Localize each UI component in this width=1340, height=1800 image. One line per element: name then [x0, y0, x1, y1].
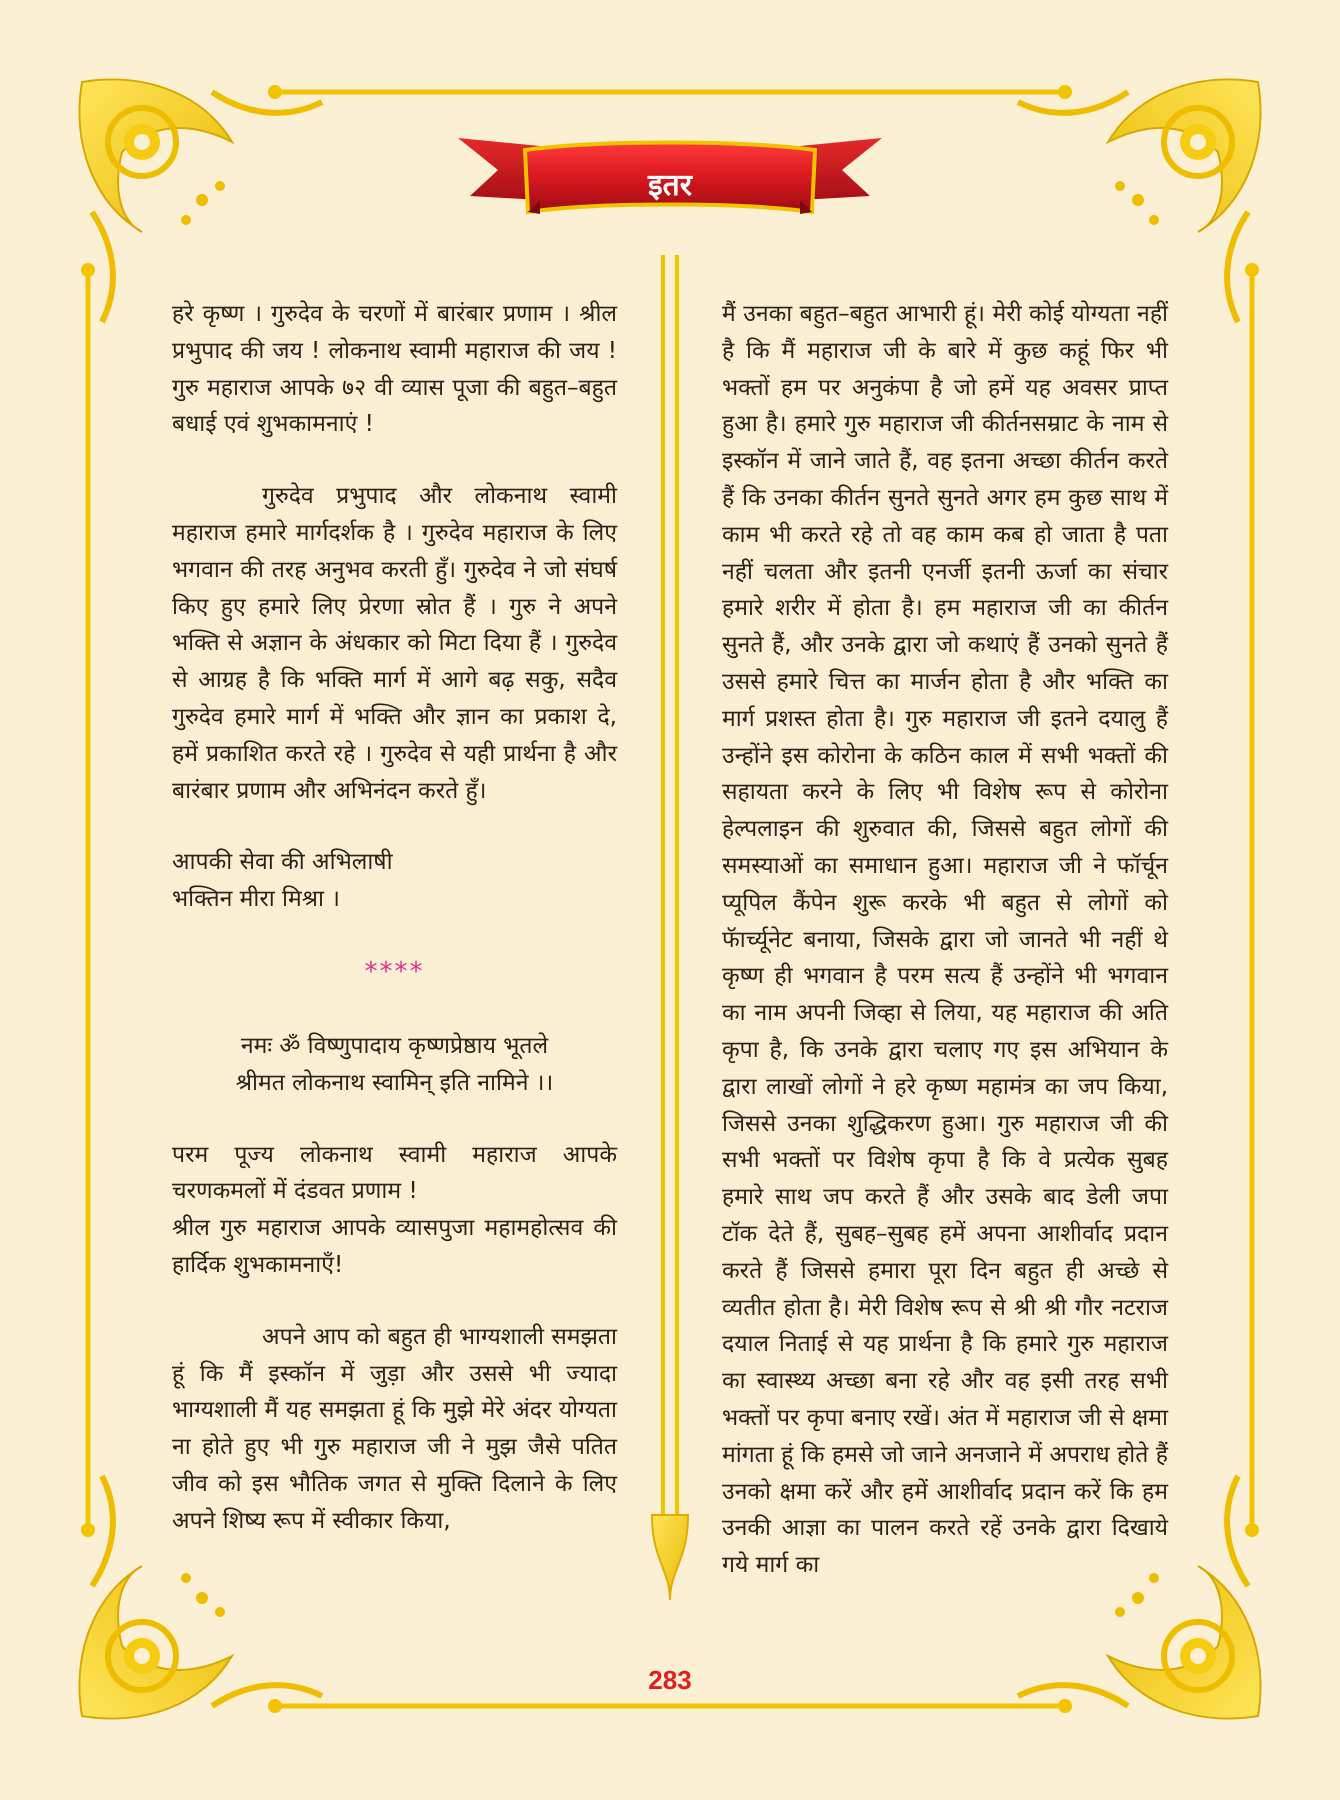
left-paragraph-3: परम पूज्य लोकनाथ स्वामी महाराज आपके चरणकमलों में दंडवत प्रणाम !: [172, 1141, 617, 1205]
left-paragraph-4: श्रील गुरु महाराज आपके व्यासपुजा महामहोत्सव की हार्दिक शुभकामनाएँ!: [172, 1215, 617, 1278]
left-paragraph-1: हरे कृष्ण । गुरुदेव के चरणों में बारंबार प्रणाम । श्रील प्रभुपाद की जय ! लोकनाथ स्वामी महाराज की जय ! गुरु महाराज आपके ७२ वी व्यास पूजा की बहुत–बहुत बधाई एवं शुभकामनाएं !: [172, 301, 617, 438]
signoff-line-2: भक्तिन मीरा मिश्रा ।: [172, 886, 341, 913]
right-paragraph-1: मैं उनका बहुत–बहुत आभारी हूं। मेरी कोई योग्यता नहीं है कि मैं महाराज जी के बारे में कुछ कहूं फिर भी भक्तों हम पर अनुकंपा है जो हमें यह अवसर प्राप्त हुआ है। हमारे गुरु महाराज जी कीर्तनसम्राट के नाम से इस्कॉन में जाने जाते हैं, वह इतना अच्छा कीर्तन करते हैं कि उनका कीर्तन सुनते सुनते अगर हम कुछ साथ में काम भी करते रहे तो वह काम कब हो जाता है पता नहीं चलता और इतनी एनर्जी इतनी ऊर्जा का संचार हमारे शरीर में होता है। हम महाराज जी का कीर्तन सुनते हैं, और उनके द्वारा जो कथाएं हैं उनको सुनते हैं उससे हमारे चित्त का मार्जन होता है और भक्ति का मार्ग प्रशस्त होता है। गुरु महाराज जी इतने दयालु हैं उन्होंने इस कोरोना के कठिन काल में सभी भक्तों की सहायता करने के लिए भी विशेष रूप से कोरोना हेल्पलाइन की शुरुवात की, जिससे बहुत लोगों की समस्याओं का समाधान हुआ। महाराज जी ने फॉर्चून प्यूपिल कैंपेन शुरू करके भी बहुत से लोगों को फॅार्च्यूनेट बनाया, जिसके द्वारा जो जानते भी नहीं थे कृष्ण ही भगवान है परम सत्य हैं उन्होंने भी भगवान का नाम अपनी जिव्हा से लिया, यह महाराज की अति कृपा है, कि उनके द्वारा चलाए गए इस अभियान के द्वारा लाखों लोगों ने हरे कृष्ण महामंत्र का जप किया, जिससे उनका शुद्धिकरण हुआ। गुरु महाराज जी की सभी भक्तों पर विशेष कृपा है कि वे प्रत्येक सुबह हमारे साथ जप करते हैं और उसके बाद डेली जपा टॉक देते हैं, सुबह–सुबह हमें अपना आशीर्वाद प्रदान करते हैं जिससे हमारा पूरा दिन बहुत ही अच्छे से व्यतीत होता है। मेरी विशेष रूप से श्री श्री गौर नटराज दयाल निताई से यह प्रार्थना है कि हमारे गुरु महाराज का स्वास्थ्य अच्छा बना रहे और वह इसी तरह सभी भक्तों पर कृपा बनाए रखें। अंत में महाराज जी से क्षमा मांगता हूं कि हमसे जो जाने अनजाने में अपराध होते हैं उनको क्षमा करें और हमें आशीर्वाद प्रदान करें कि हम उनकी आज्ञा का पालन करते रहें उनके द्वारा दिखाये गये मार्ग का: [722, 301, 1168, 1579]
left-paragraph-2: गुरुदेव प्रभुपाद और लोकनाथ स्वामी महाराज हमारे मार्गदर्शक है । गुरुदेव महाराज के लिए भगवान की तरह अनुभव करती हुँ। गुरुदेव ने जो संघर्ष किए हुए हमारे लिए प्रेरणा स्रोत हैं । गुरु ने अपने भक्ति से अज्ञान के अंधकार को मिटा दिया हैं । गुरुदेव से आग्रह है कि भक्ति मार्ग में आगे बढ़ सकु, सदैव गुरुदेव हमारे मार्ग में भक्ति और ज्ञान का प्रकाश दे, हमें प्रकाशित करते रहे । गुरुदेव से यही प्रार्थना है और बारंबार प्रणाम और अभिनंदन करते हुँ।: [172, 483, 617, 804]
verse-line-2: श्रीमत लोकनाथ स्वामिन् इति नामिने ।।: [235, 1069, 554, 1096]
page-number: 283: [648, 1665, 692, 1695]
column-divider: [652, 255, 688, 1600]
left-column: [172, 296, 617, 1540]
verse-line-1: नमः ॐ विष्णुपादाय कृष्णप्रेष्ठाय भूतले: [240, 1032, 549, 1059]
right-column: [722, 296, 1168, 1584]
left-paragraph-5: अपने आप को बहुत ही भाग्यशाली समझता हूं कि मैं इस्कॉन में जुड़ा और उससे भी ज्यादा भाग्यशाली मैं यह समझता हूं कि मुझे मेरे अंदर योग्यता ना होते हुए भी गुरु महाराज जी ने मुझ जैसे पतित जीव को इस भौतिक जगत से मुक्ति दिलाने के लिए अपने शिष्य रूप में स्वीकार किया,: [172, 1323, 617, 1534]
signoff-line-1: आपकी सेवा की अभिलाषी: [172, 849, 393, 876]
section-title: इतर: [647, 168, 693, 203]
section-stars: ****: [364, 956, 425, 987]
